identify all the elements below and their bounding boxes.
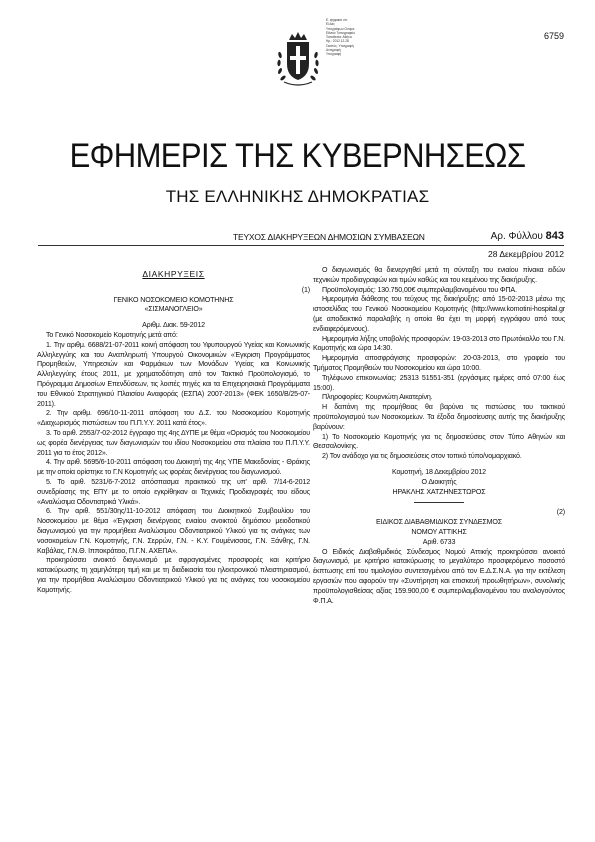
- notice-2-ref: Αριθ. 6733: [422, 537, 456, 546]
- notice-1-paragraph: Ο διαγωνισμός θα διενεργηθεί μετά τη σύνταξη του ενιαίου πίνακα ειδών τεχνικών προδιαγραφών και τιμών καθώς και του κειμένου της διακήρυξης.: [313, 266, 565, 284]
- notice-1-proclamation: προκηρύσσει ανοικτό διαγωνισμό με σφραγισμένες προσφορές και κριτήριο κατακύρωσης τη χαμηλότερη τιμή και με τη διαδικασία του ηλεκτρονικού πλειστηριασμού, για την προμήθεια Αναλώσιμου Οδοντιατρικού Υλικού για τις ανάγκες του νοσοκομείου Κομοτηνής.: [37, 556, 310, 594]
- header-rule: [38, 245, 564, 246]
- notice-2-issuer-region: ΝΟΜΟΥ ΑΤΤΙΚΗΣ: [411, 527, 467, 536]
- issue-number-value: 843: [545, 230, 564, 242]
- notice-1-paragraph: Προϋπολογισμός: 130.750,00€ συμπεριλαμβανομένου του ΦΠΑ.: [322, 285, 517, 294]
- notice-1-intro: Το Γενικό Νοσοκομείο Κομοτηνής μετά από:: [46, 330, 178, 339]
- notice-1-item: 6. Την αριθ. 551/30ης/11-10-2012 απόφαση του Διοικητικού Συμβουλίου του Νοσοκομείου με θέμα «Έγκριση διενέργειας ενιαίου ανοικτού δημόσιου μειοδοτικού διαγωνισμού για την προμήθεια Αναλώσιμου Οδοντιατρικού Υλικού για τις ανάγκες των νοσοκομείων Γ.Ν. Κομοτηνής, Γ.Ν. Σερρών, Γ.Ν. - Κ.Υ. Γουμένισσας, Γ.Ν. Ξάνθης, Γ.Ν. Καβάλας, Γ.Ν.Θ. Ιπποκράτειο, Π.Γ.Ν. ΑΧΕΠΑ».: [37, 507, 310, 555]
- notice-divider: [414, 502, 464, 503]
- notice-1-item: 1. Την αριθμ. 6688/21-07-2011 κοινή απόφαση του Υφυπουργού Υγείας και Κοινωνικής Αλληλεγγύης και του Αναπληρωτή Υπουργού Οικονομικών «Έγκριση Προγράμματος Προμηθειών, Υπηρεσιών και Φαρμάκων των Μονάδων Υγείας και Κοινωνικής Αλληλεγγύης έτους 2011, με χρηματοδότηση από τον Τακτικό Προϋπολογισμό, το Πρόγραμμα Δημοσίων Επενδύσεων, τις λοιπές πηγές και τα Επιχειρησιακά Προγράμματα του Εθνικού Στρατηγικού Πλαισίου Αναφοράς (ΕΣΠΑ) 2007-2013» (ΦΕΚ 1650/Β/25-07-2011).: [37, 340, 310, 408]
- notice-1-paragraph: 1) Το Νοσοκομείο Κομοτηνής για τις δημοσιεύσεις στον Τύπο Αθηνών και Θεσσαλονίκης.: [313, 432, 565, 451]
- issue-number: [491, 230, 564, 242]
- notice-2-body: Ο Ειδικός Διαβαθμιδικός Σύνδεσμος Νομού Αττικής προκηρύσσει ανοικτό διαγωνισμό, με κριτήριο κατακύρωσης το μεγαλύτερο προσφερόμενο ποσοστό έκπτωσης επί του τιμολογίου συντεταγμένου από τον Ε.Δ.Σ.Ν.Α. για την εκτέλεση εργασιών που αφορούν την «Συντήρηση και επισκευή προωθητήρων», συνολικής προϋπολογισθείσας αξίας 159.900,00 € συμπεριλαμβανομένου του αναλογούντος Φ.Π.Α.: [313, 547, 565, 605]
- notice-1-paragraph: Ημερομηνία λήξης υποβολής προσφορών: 19-03-2013 στο Πρωτόκολλο του Γ.Ν. Κομοτηνής και ώρα 14:30.: [313, 334, 565, 353]
- digital-signature-stamp: Ε. ψηφιακά υπ. Ελλάς Υπογράφων-Ονομα: Εθνικό Τυπογραφείο Τοποθεσία: Αθήνα Ημ.: 2012.12.28 Σκοπός: Υπογραφή Αντιγραφή Υπογραφή: [326, 18, 355, 57]
- gazette-masthead: ΕΦΗΜΕΡΙΣ ΤΗΣ ΚΥΒΕΡΝΗΣΕΩΣ: [69, 135, 526, 176]
- notice-1-place-date: Κομοτηνή, 18 Δεκεμβρίου 2012: [392, 467, 486, 476]
- notice-1-item: 4. Την αριθ. 5695/6-10-2011 απόφαση του Διοικητή της 4ης ΥΠΕ Μακεδονίας - Θράκης με την οποία ορίστηκε το Γ.Ν Κομοτηνής ως φορέας διενέργειας του διαγωνισμού.: [37, 458, 310, 477]
- notice-1-number: (1): [301, 285, 310, 294]
- right-column: [313, 266, 565, 606]
- issue-date: 28 Δεκεμβρίου 2012: [487, 249, 564, 259]
- notice-1-paragraph: 2) Τον ανάδοχο για τις δημοσιεύσεις στον τοπικό τύπο/νομαρχιακό.: [322, 452, 522, 461]
- gazette-subtitle: ΤΗΣ ΕΛΛΗΝΙΚΗΣ ΔΗΜΟΚΡΑΤΙΑΣ: [165, 187, 430, 206]
- notice-1-item: 3. Το αριθ. 2553/7-02-2012 έγγραφο της 4ης ΔΥΠΕ με θέμα «Ορισμός του Νοσοκομείου ως φορέα διενέργειας των διαγωνισμών του ιδίου Νοσοκομείου στα πλαίσια του Π.Π.Υ.Υ. 2011 για το έτος 2012».: [37, 428, 310, 457]
- notice-1-signer-title: Ο Διοικητής: [421, 477, 457, 486]
- notice-2-issuer: ΕΙΔΙΚΟΣ ΔΙΑΒΑΘΜΙΔΙΚΟΣ ΣΥΝΔΕΣΜΟΣ: [376, 518, 502, 527]
- notice-1-issuer: ΓΕΝΙΚΟ ΝΟΣΟΚΟΜΕΙΟ ΚΟΜΟΤΗΝΗΣ: [113, 295, 234, 304]
- notice-1-paragraph: Ημερομηνία διάθεσης του τεύχους της διακήρυξης: από 15-02-2013 μέσω της ιστοσελίδας του Γενικού Νοσοκομείου Κομοτηνής (http://www.komotini-hospital.gr (με αποδεικτικό παραλαβής η οποία θα έχει τη μορφή εγγράφου από τους ενδιαφερόμενους).: [313, 295, 565, 333]
- notice-1-issuer-name: «ΣΙΣΜΑΝΟΓΛΕΙΟ»: [144, 305, 203, 314]
- notice-2-number: (2): [556, 508, 565, 517]
- page-number: 6759: [543, 31, 564, 41]
- notice-1-paragraph: Πληροφορίες: Κουρνιώτη Αικατερίνη.: [322, 393, 433, 402]
- issue-label: Αρ. Φύλλου: [490, 231, 543, 242]
- notice-1-paragraph: Ημερομηνία αποσφράγισης προσφορών: 20-03-2013, στο γραφείο του Τμήματος Προμηθειών του Νοσοκομείου και ώρα 10:00.: [313, 354, 565, 372]
- notice-1-paragraph: Η δαπάνη της προμήθειας θα βαρύνει τις πιστώσεις του τακτικού προϋπολογισμού των Νοσοκομείων. Τα έξοδα δημοσίευσης αυτής της διακήρυξης βαρύνουν:: [313, 403, 565, 431]
- notice-1-item: 5. Το αριθ. 5231/6-7-2012 απόσπασμα πρακτικού της υπ' αριθ. 7/14-6-2012 συνεδρίασης της ΕΠΥ με το οποίο εγκρίθηκαν οι Τεχνικές Προδιαγραφές του είδους «Αναλώσιμα Οδοντιατρικά Υλικά».: [37, 477, 310, 506]
- left-column: [37, 266, 310, 596]
- notice-1-signer-name: ΗΡΑΚΛΗΣ ΧΑΤΖΗΝΕΣΤΩΡΟΣ: [392, 487, 486, 496]
- notice-1-item: 2. Την αριθμ. 696/10-11-2011 απόφαση του Δ.Σ. του Νοσοκομείου Κομοτηνής «Διαχωρισμός πιστώσεων του Π.Π.Υ.Υ. 2011 κατά έτος».: [37, 409, 310, 428]
- notice-1-paragraph: Τηλέφωνο επικοινωνίας: 25313 51551-351 (εργάσιμες ημέρες από 07:00 έως 15:00).: [313, 373, 565, 392]
- coat-of-arms-icon: [275, 28, 321, 88]
- issue-series: ΤΕΥΧΟΣ ΔΙΑΚΗΡΥΞΕΩΝ ΔΗΜΟΣΙΩΝ ΣΥΜΒΑΣΕΩΝ: [233, 232, 425, 242]
- section-title: ΔΙΑΚΗΡΥΞΕΙΣ: [142, 269, 205, 279]
- notice-1-ref: Αριθμ. Διακ. 59-2012: [142, 321, 205, 330]
